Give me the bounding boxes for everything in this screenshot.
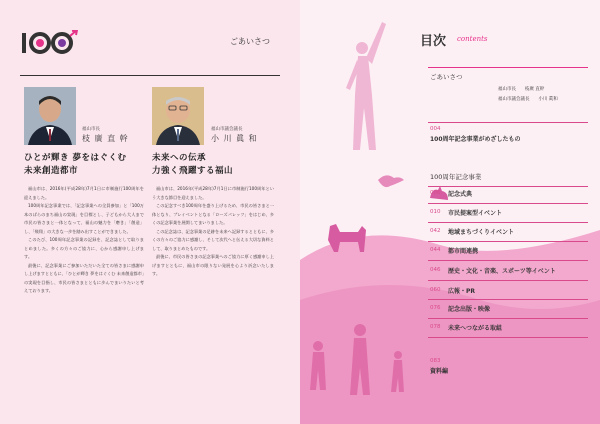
toc-page-number: 076 [430, 305, 441, 311]
toc-signature-2 [498, 96, 558, 102]
toc-page-number: 046 [430, 267, 441, 273]
chair-heading-line2: 力強く飛躍する福山 [152, 166, 234, 176]
toc-entry[interactable]: 記念出版・映像 [448, 306, 491, 313]
signature-name: 枝廣 直幹 [524, 87, 545, 92]
signature-role: 福山市長 [498, 87, 516, 92]
toc-page-number: 060 [430, 287, 441, 293]
mayor-message [24, 185, 144, 296]
chair-name: 小 川 眞 和 [211, 134, 258, 143]
toc-signature-1 [498, 86, 544, 92]
greeting-header: ごあいさつ [230, 37, 270, 46]
toc-rule [428, 260, 588, 261]
paragraph: この記念すべき100周年を盛り上げるため、市民の皆さまと一体となり、プレイベントとなる「ローズパレッツ」をはじめ、多くの記念事業を展開してまいりました。 [152, 203, 274, 225]
chair-photo [152, 87, 204, 145]
toc-rule [428, 280, 588, 281]
paragraph: 最後に、市民の皆さまの記念事業へのご協力に厚く感謝申し上げますとともに、福山市の限りない発展を心より祈念いたします。 [152, 254, 274, 276]
toc-greeting: ごあいさつ [430, 73, 463, 81]
paragraph: このたび、100周年記念事業の記録を、記念誌として取りまとめました。多くの方々のご協力に、心から感謝申し上げます。 [24, 237, 144, 259]
toc-rule [428, 203, 588, 204]
toc-section-title: 100周年記念事業 [430, 173, 482, 181]
chair-heading [152, 152, 233, 178]
toc-rule [428, 299, 588, 300]
toc-rule [428, 222, 588, 223]
toc-entry[interactable]: 広報・PR [448, 288, 476, 295]
logo-100 [20, 30, 80, 56]
toc-rule [428, 318, 588, 319]
mayor-role: 福山市長 [82, 127, 100, 132]
toc-entry[interactable]: 未来へつながる取組 [448, 325, 503, 332]
header-divider [20, 75, 280, 76]
toc-title: 目次 [420, 34, 447, 49]
toc-entry-data[interactable]: 資料編 [430, 368, 449, 375]
toc-page-number: 006 [430, 190, 441, 196]
mayor-heading-line2: 未来創造都市 [24, 166, 79, 176]
toc-rule [428, 186, 588, 187]
toc-title-en: contents [457, 35, 488, 43]
paragraph: 福山市は、2016年(平成28年)7月1日に市制施行100周年を迎えました。 [24, 186, 144, 200]
toc-entry[interactable]: 市民提案型イベント [448, 210, 503, 217]
toc-entry[interactable]: 記念式典 [448, 191, 473, 198]
toc-page-number: 044 [430, 247, 441, 253]
toc-rule [428, 122, 588, 123]
toc-page-number: 078 [430, 324, 441, 330]
chair-message [152, 185, 274, 279]
paragraph: 最後に、記念事業にご参加いただいた全ての皆さまに感謝申し上げますとともに、「ひとが輝き 夢をはぐくむ 未来創造都市」の実現を目指し、市民の皆さまとともに歩んでまいりたいと考えております。 [24, 262, 144, 293]
paragraph: この記念誌は、記念事業の足跡を未来へ記録するとともに、多くの方々のご協力に感謝し、そして次代へと伝える大切な資料として、取りまとめたものです。 [152, 228, 274, 251]
mayor-photo [24, 87, 76, 145]
toc-entry[interactable]: 都市間連携 [448, 248, 479, 255]
toc-rule [428, 337, 588, 338]
toc-page-number: 010 [430, 209, 441, 215]
chair-heading-line1: 未来への伝承 [152, 153, 207, 163]
toc-page-number: 042 [430, 228, 441, 234]
toc-rule [428, 241, 588, 242]
contents-page [300, 0, 600, 424]
toc-entry[interactable]: 歴史・文化・音楽、スポーツ等イベント [448, 268, 556, 275]
mayor-heading [24, 152, 126, 178]
signature-name: 小川 眞和 [538, 97, 558, 102]
toc-entry[interactable]: 地域まちづくりイベント [448, 229, 514, 236]
signature-role: 福山市議会議長 [498, 97, 530, 102]
toc-rule [428, 67, 588, 68]
mayor-heading-line1: ひとが輝き 夢をはぐくむ [24, 153, 127, 163]
chair-role: 福山市議会議長 [211, 127, 243, 132]
toc-page-number: 004 [430, 126, 441, 132]
paragraph: 100周年記念事業では、「記念事業への全員参加」と「100万本のばらのまち福山の実現」を目標とし、子どもから大人まで市民の皆さまと一体となって、福山の魅力を「磨き」「創造」し、「飛翔」の大きな一歩を踏み出すことができました。 [24, 203, 144, 234]
mayor-name: 枝 廣 直 幹 [82, 134, 129, 143]
paragraph: 福山市は、2016年(平成28年)7月1日に市制施行100周年という大きな節目を迎えました。 [152, 186, 274, 200]
toc-page-number: 083 [430, 358, 441, 364]
toc-entry-aim[interactable]: 100周年記念事業がめざしたもの [430, 136, 521, 143]
